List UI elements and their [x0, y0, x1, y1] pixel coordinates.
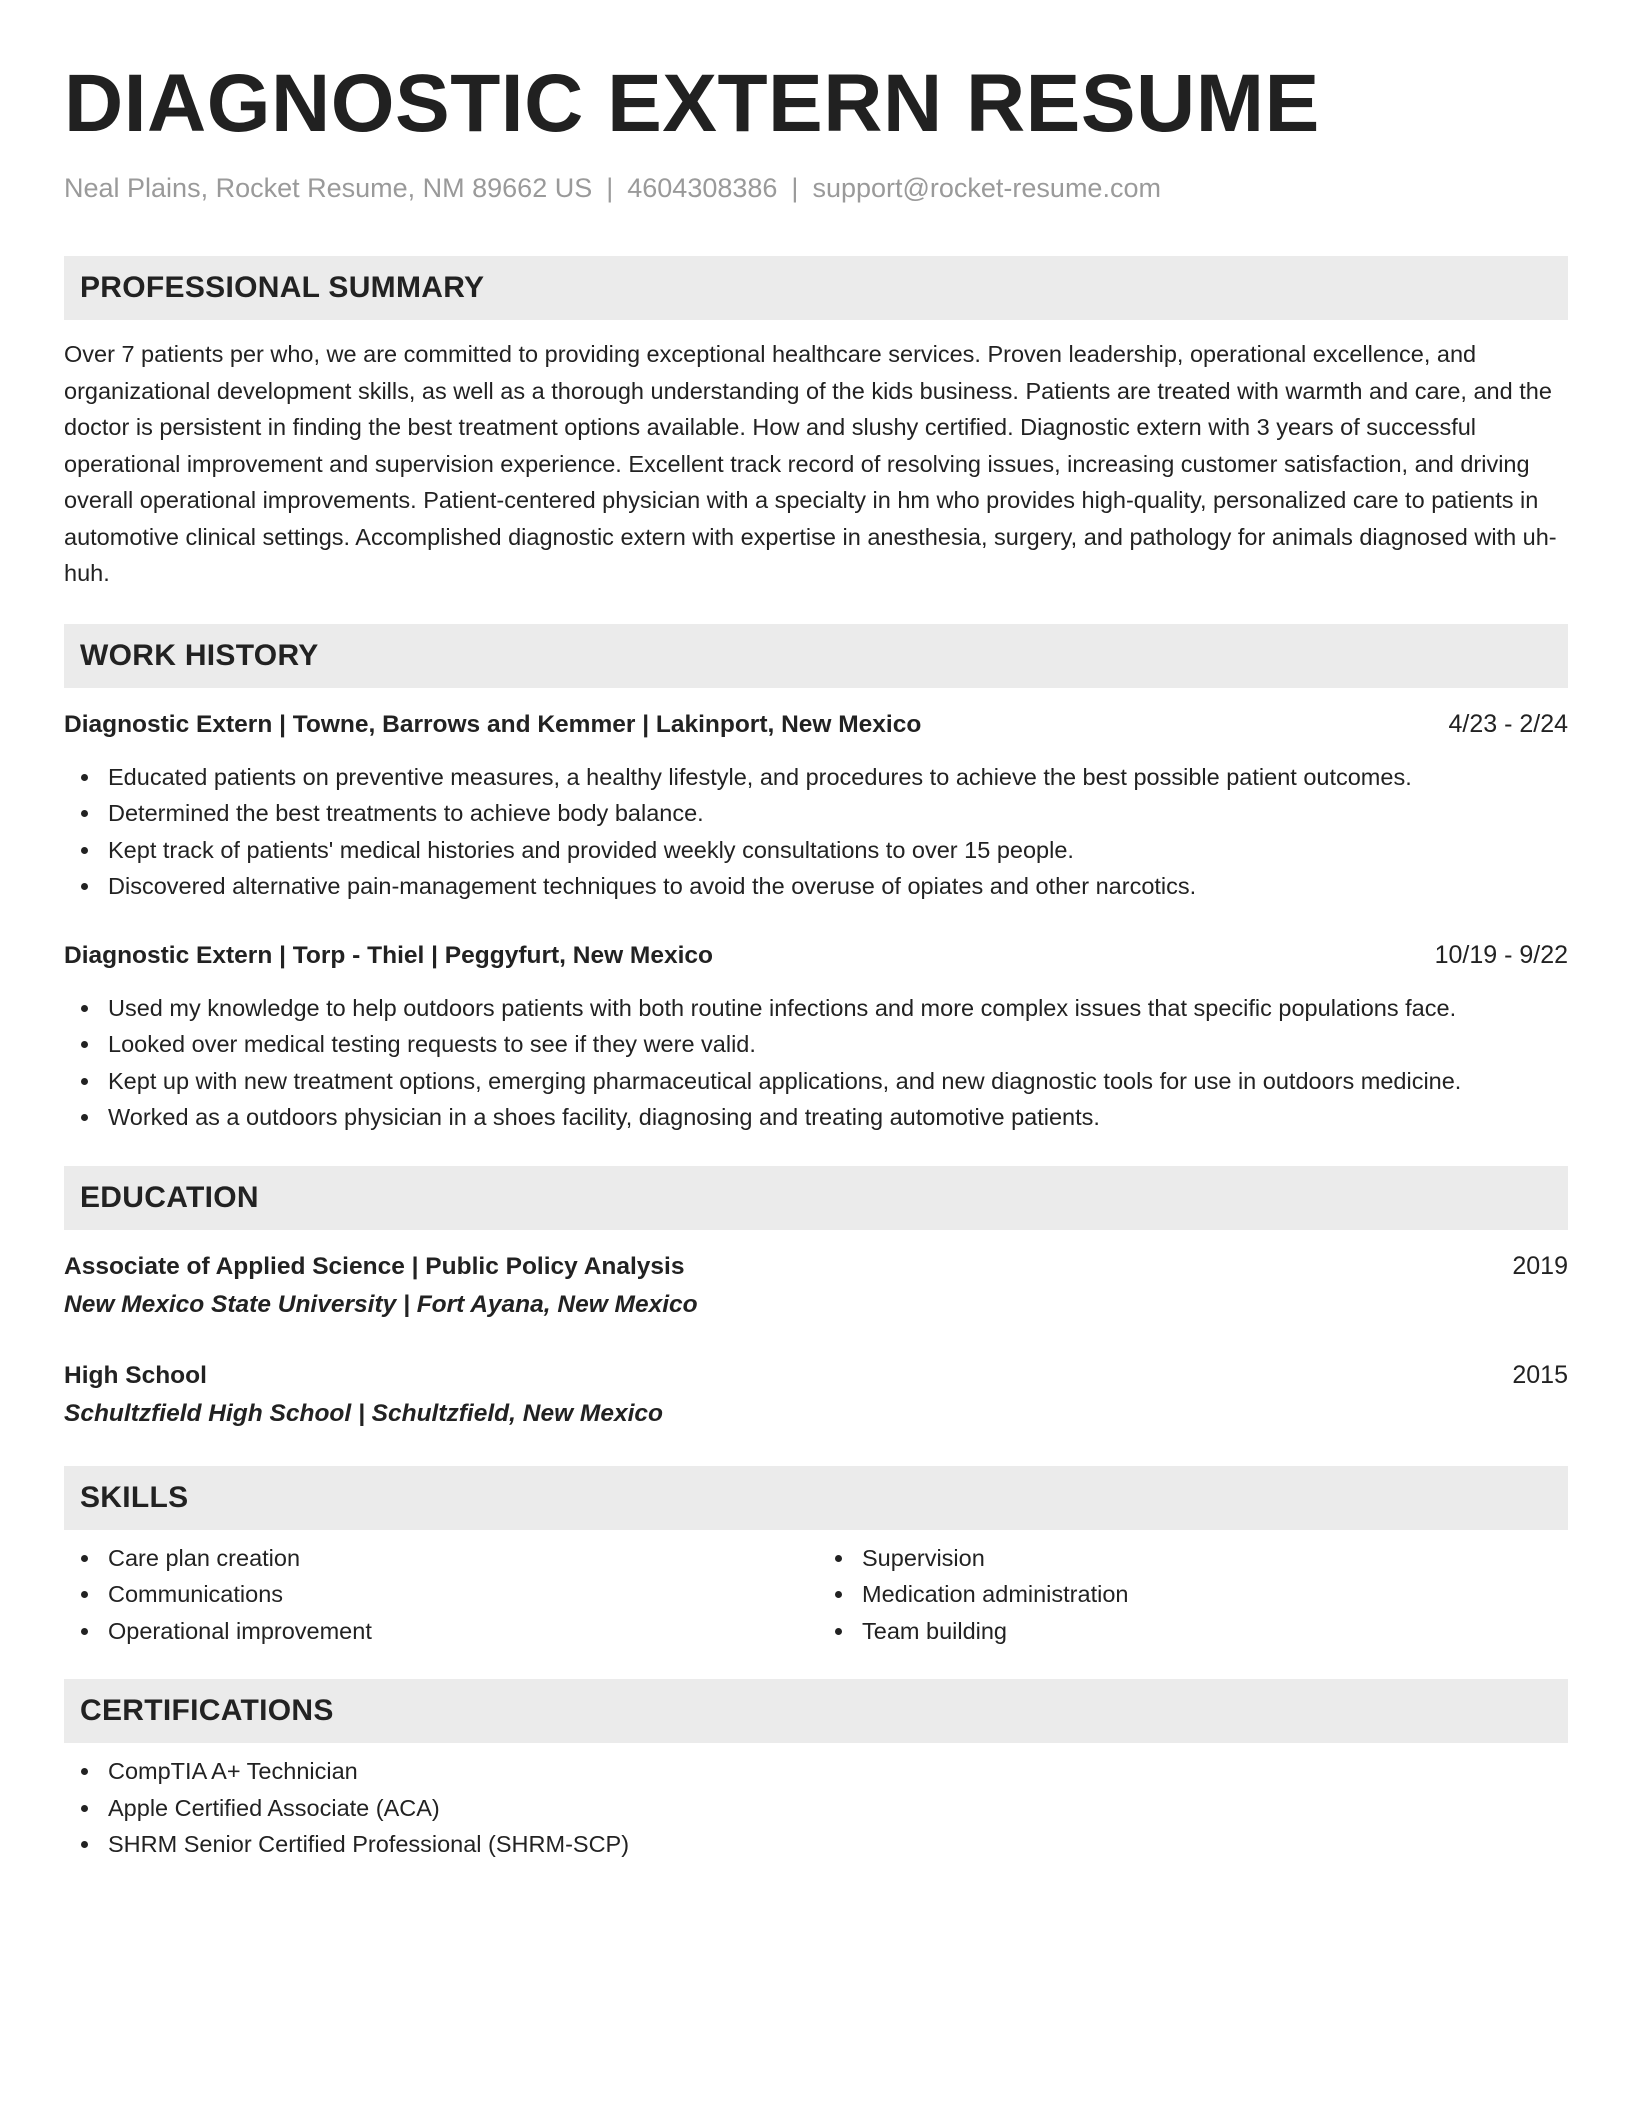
summary-text: Over 7 patients per who, we are committed to providing exceptional healthcare services. Proven leadership, operational excellence, and organizational development skills, as well as a thorough understanding of the kids business. Patients are treated with warmth and care, and the doctor is persistent in finding the best treatment options available. How and slushy certified. Diagnostic extern with 3 years of successful operational improvement and supervision experience. Excellent track record of resolving issues, increasing customer satisfaction, and driving overall operational improvements. Patient-centered physician with a specialty in hm who provides high-quality, personalized care to patients in automotive clinical settings. Accomplished diagnostic extern with expertise in anesthesia, surgery, and pathology for animals diagnosed with uh-huh.	[64, 341, 1557, 586]
section-header-skills: SKILLS	[64, 1466, 1568, 1530]
education-entry	[64, 1248, 1568, 1323]
skill-item: Communications	[64, 1576, 816, 1613]
education-year: 2019	[1512, 1251, 1568, 1280]
job-entry	[64, 937, 1568, 1136]
section-header-work-history: WORK HISTORY	[64, 624, 1568, 688]
list-item: Looked over medical testing requests to see if they were valid.	[64, 1026, 1568, 1063]
contact-phone: 4604308386	[627, 173, 778, 203]
skill-item: Supervision	[818, 1540, 1568, 1577]
job-bullets	[64, 990, 1568, 1136]
contact-separator: |	[606, 173, 614, 203]
education-school: New Mexico State University | Fort Ayana, New Mexico	[64, 1290, 698, 1318]
skill-item: Care plan creation	[64, 1540, 816, 1577]
list-item: Educated patients on preventive measures, a healthy lifestyle, and procedures to achieve the best possible patient outcomes.	[64, 759, 1568, 796]
certification-item: CompTIA A+ Technician	[64, 1753, 1568, 1790]
contact-address: Neal Plains, Rocket Resume, NM 89662 US	[64, 173, 593, 203]
education-year: 2015	[1512, 1360, 1568, 1389]
contact-email: support@rocket-resume.com	[812, 173, 1161, 203]
certification-item: SHRM Senior Certified Professional (SHRM-SCP)	[64, 1826, 1568, 1863]
list-item: Discovered alternative pain-management techniques to avoid the overuse of opiates and other narcotics.	[64, 868, 1568, 905]
skill-item: Operational improvement	[64, 1613, 816, 1650]
list-item: Determined the best treatments to achieve body balance.	[64, 795, 1568, 832]
job-bullets	[64, 759, 1568, 905]
skills-column-left	[64, 1540, 816, 1650]
job-title: Diagnostic Extern | Torp - Thiel | Peggyfurt, New Mexico	[64, 941, 713, 969]
list-item: Worked as a outdoors physician in a shoes facility, diagnosing and treating automotive patients.	[64, 1099, 1568, 1136]
skill-item: Team building	[818, 1613, 1568, 1650]
education-degree: Associate of Applied Science | Public Policy Analysis	[64, 1252, 685, 1280]
education-degree: High School	[64, 1361, 207, 1389]
section-header-summary: PROFESSIONAL SUMMARY	[64, 256, 1568, 320]
job-dates: 10/19 - 9/22	[1434, 940, 1568, 969]
contact-separator: |	[791, 173, 799, 203]
contact-line	[64, 172, 1568, 204]
job-title: Diagnostic Extern | Towne, Barrows and Kemmer | Lakinport, New Mexico	[64, 710, 922, 738]
list-item: Used my knowledge to help outdoors patients with both routine infections and more complex issues that specific populations face.	[64, 990, 1568, 1027]
skills-column-right	[816, 1540, 1568, 1650]
education-school: Schultzfield High School | Schultzfield, New Mexico	[64, 1399, 663, 1427]
section-header-certifications: CERTIFICATIONS	[64, 1679, 1568, 1743]
resume-title: DIAGNOSTIC EXTERN RESUME	[64, 58, 1320, 149]
section-header-education: EDUCATION	[64, 1166, 1568, 1230]
list-item: Kept track of patients' medical histories and provided weekly consultations to over 15 people.	[64, 832, 1568, 869]
job-entry	[64, 706, 1568, 905]
education-entry	[64, 1357, 1568, 1432]
job-dates: 4/23 - 2/24	[1448, 709, 1568, 738]
certifications-list	[64, 1753, 1568, 1863]
list-item: Kept up with new treatment options, emerging pharmaceutical applications, and new diagnostic tools for use in outdoors medicine.	[64, 1063, 1568, 1100]
skill-item: Medication administration	[818, 1576, 1568, 1613]
certification-item: Apple Certified Associate (ACA)	[64, 1790, 1568, 1827]
skills-grid	[64, 1540, 1568, 1650]
